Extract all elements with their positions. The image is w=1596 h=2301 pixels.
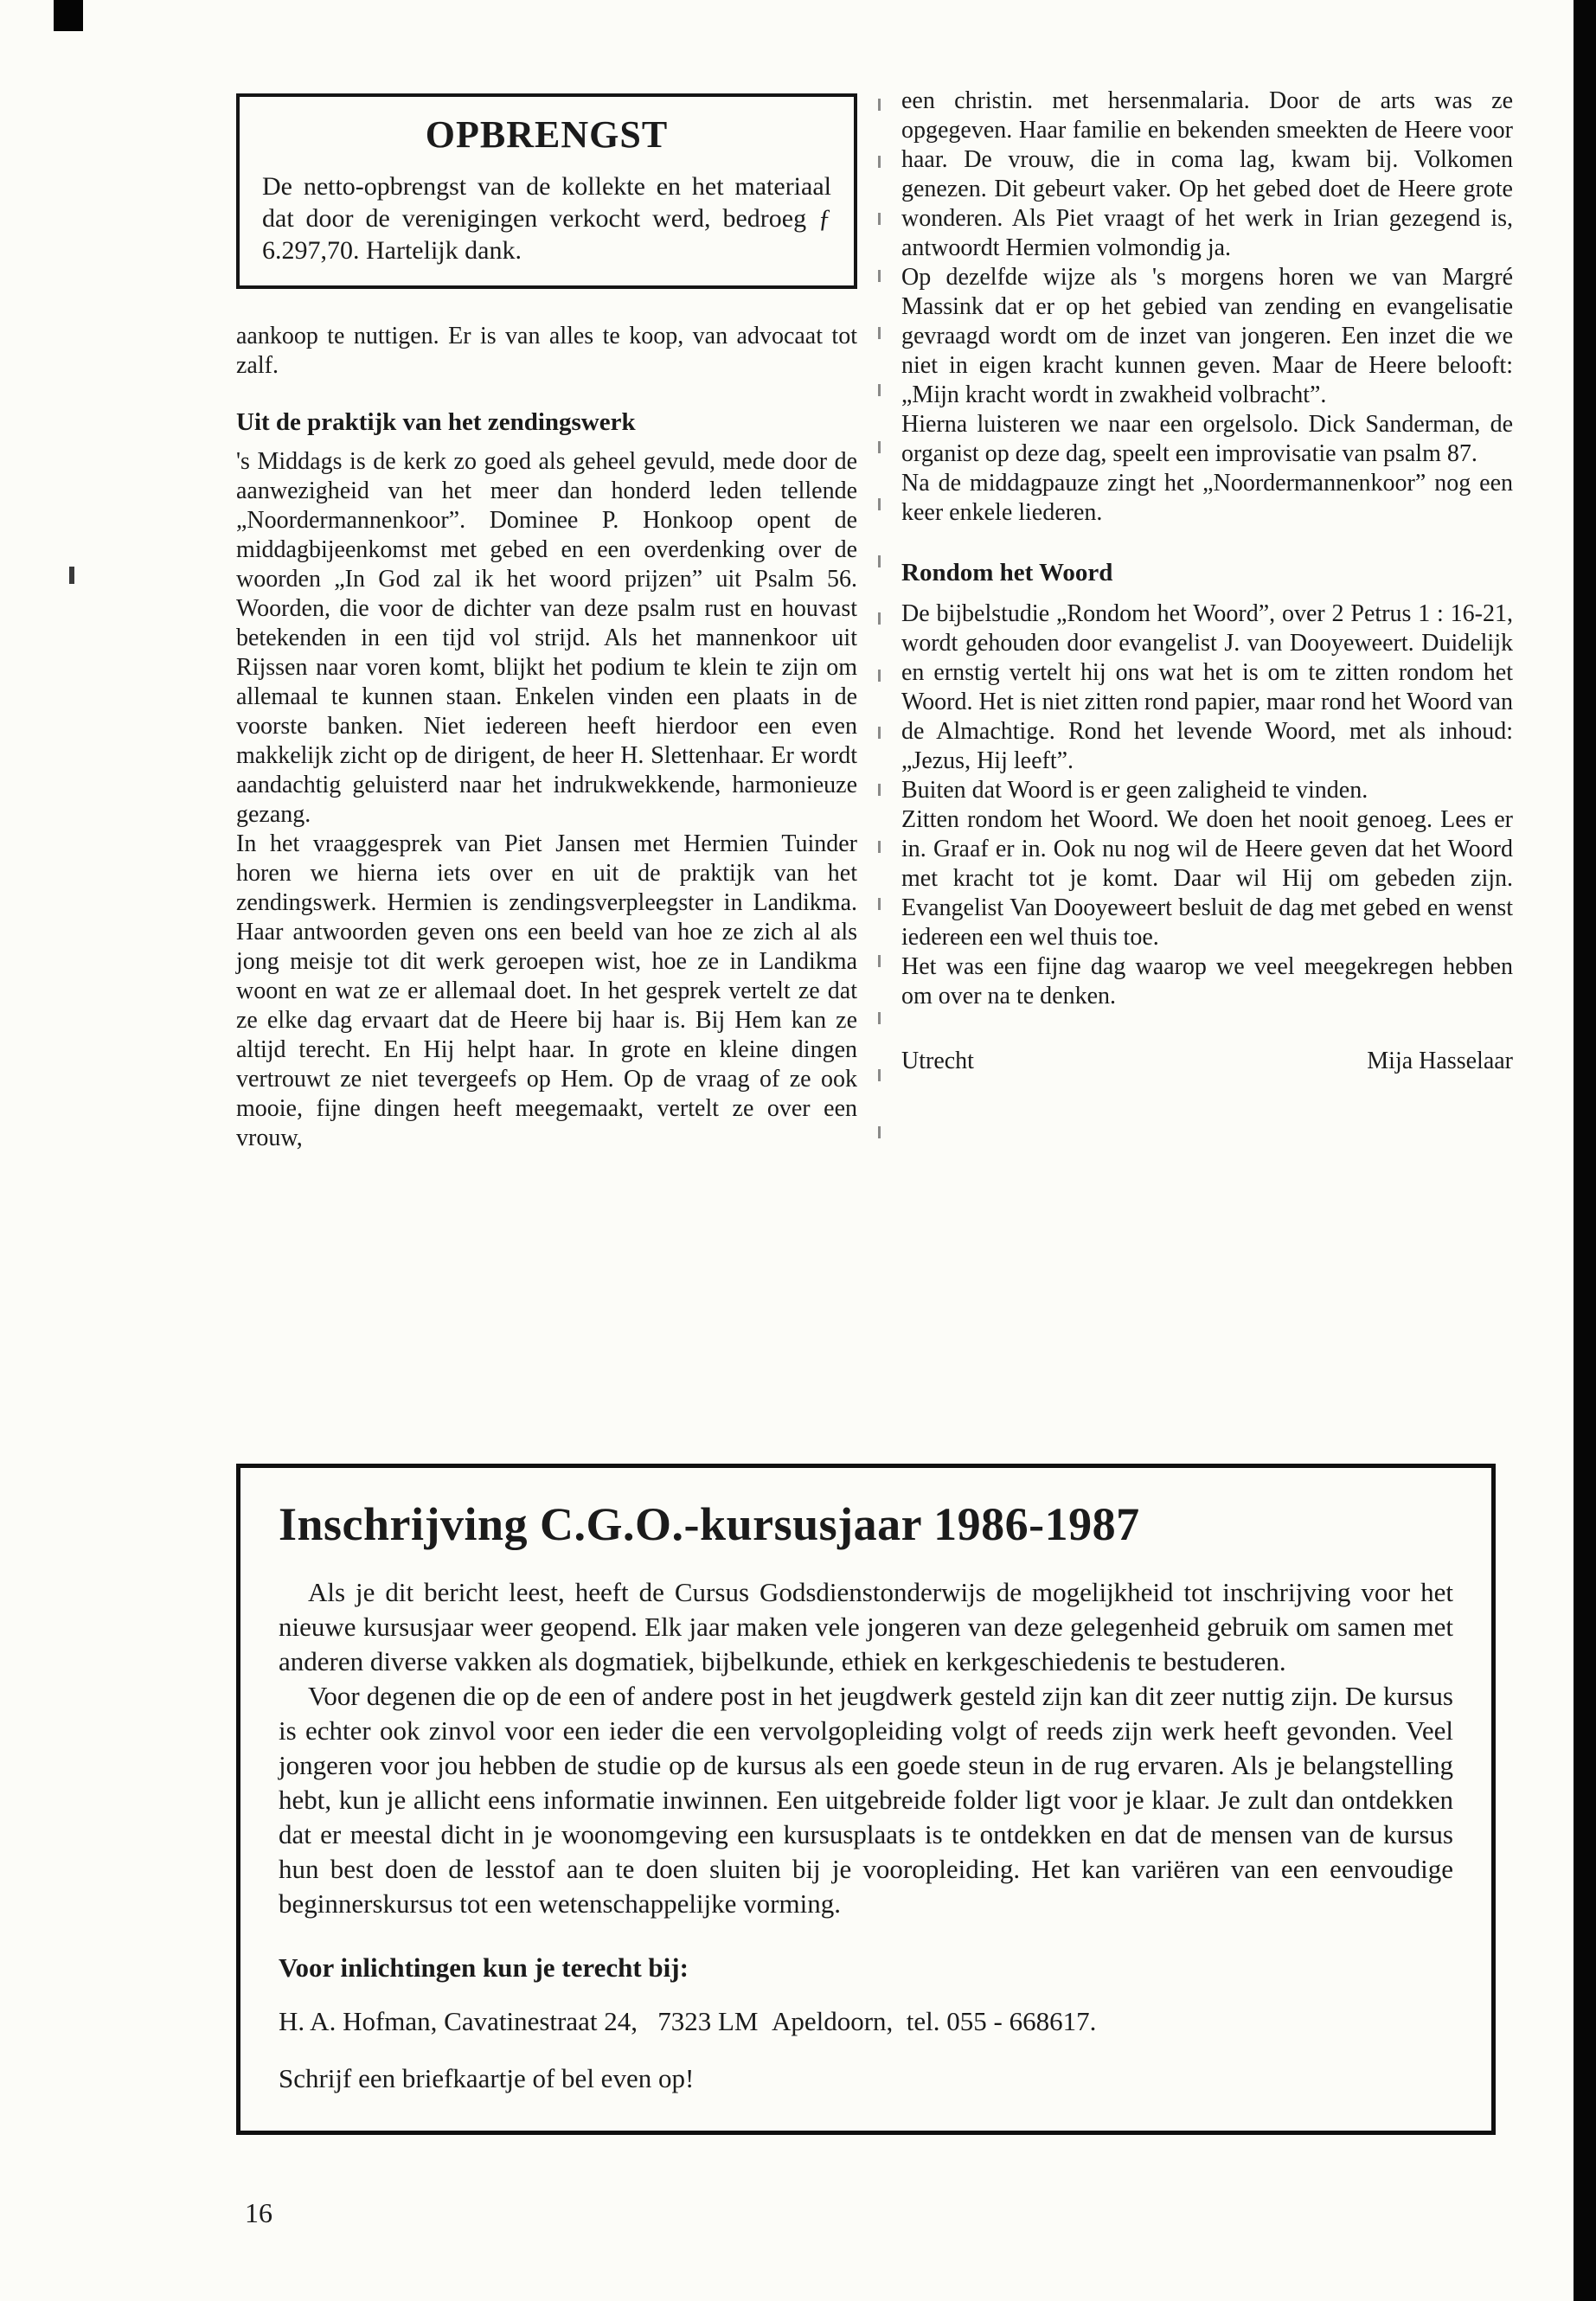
scan-artifact-speck <box>69 567 74 584</box>
paragraph: Als je dit bericht leest, heeft de Cursus Godsdienstonderwijs de mogelijkheid tot inschrijving voor het nieuwe kursusjaar weer geopend. Elk jaar maken vele jongeren van deze gelegenheid gebruik om samen met anderen diverse vakken als dogmatiek, bijbelkunde, ethiek en kerkgeschiedenis te bestuderen. <box>279 1577 1453 1676</box>
section-heading-rondom: Rondom het Woord <box>901 559 1113 586</box>
paragraph: 's Middags is de kerk zo goed als geheel gevuld, mede door de aanwezigheid van het meer dan honderd leden tellende „Noordermannenkoor”. Dominee P. Honkoop opent de middagbijeenkomst met gebed en een overdenking over de woorden „In God zal ik het woord prijzen” uit Psalm 56. Woorden, die voor de dichter van deze psalm rust en houvast betekenden in een tijd vol strijd. Als het mannenkoor uit Rijssen naar voren komt, blijkt het podium te klein te zijn om allemaal te kunnen staan. Enkelen vinden een plaats in de voorste banken. Niet iedereen heeft hierdoor een even makkelijk zicht op de dirigent, de heer H. Slettenhaar. Er wordt aandachtig geluisterd naar het indrukwekkende, harmonieuze gezang. <box>236 448 857 828</box>
opbrengst-box <box>236 93 857 289</box>
column-divider <box>878 99 881 1153</box>
section-heading-praktijk: Uit de praktijk van het zendingswerk <box>236 408 636 436</box>
contact-heading: Voor inlichtingen kun je terecht bij: <box>279 1952 689 1983</box>
paragraph: een christin. met hersenmalaria. Door de arts was ze opgegeven. Haar familie en bekenden smeekten de Heere voor haar. De vrouw, die in coma lag, kwam bij. Volkomen genezen. Dit gebeurt vaker. Op het gebed doet de Heere grote wonderen. Als Piet vraagt of het werk in Irian gezegend is, antwoordt Hermien volmondig ja. <box>901 87 1513 261</box>
paragraph-continuation: aankoop te nuttigen. Er is van alles te koop, van advocaat tot zalf. <box>236 323 857 379</box>
contact-line: H. A. Hofman, Cavatinestraat 24, 7323 LM Apeldoorn, tel. 055 - 668617. <box>279 2006 1097 2036</box>
paragraph: Na de middagpauze zingt het „Noordermannenkoor” nog een keer enkele liederen. <box>901 470 1513 526</box>
opbrengst-body: De netto-opbrengst van de kollekte en het materiaal dat door de verenigingen verkocht werd, bedroeg ƒ 6.297,70. Hartelijk dank. <box>262 172 831 265</box>
paragraph: In het vraaggesprek van Piet Jansen met Hermien Tuinder horen we hierna iets over en uit de praktijk van het zendingswerk. Hermien is zendingsverpleegster in Landikma. Haar antwoorden geven ons een beeld van hoe ze zich al als jong meisje tot dit werk geroepen wist, hoe ze in Landikma woont en wat ze er allemaal doet. In het gesprek vertelt ze dat ze elke dag ervaart dat de Heere bij haar is. Bij Hem kan ze altijd terecht. En Hij helpt haar. In grote en kleine dingen vertrouwt ze niet tevergeefs op Hem. Op de vraag of ze ook mooie, fijne dingen heeft meegemaakt, vertelt ze over een vrouw, <box>236 830 857 1151</box>
paragraph: Buiten dat Woord is er geen zaligheid te vinden. <box>901 777 1368 804</box>
two-column-layout <box>236 87 1513 1153</box>
left-column <box>236 87 857 1153</box>
signoff-line <box>901 1048 1513 1075</box>
paragraph: Op dezelfde wijze als 's morgens horen we van Margré Massink dat er op het gebied van zending en evangelisatie gevraagd wordt om de inzet van jongeren. Een inzet die we niet in eigen kracht kunnen geven. Maar de Heere belooft: „Mijn kracht wordt in zwakheid volbracht”. <box>901 264 1513 408</box>
opbrengst-title: OPBRENGST <box>425 113 669 156</box>
inschrijving-box <box>236 1464 1496 2135</box>
inschrijving-title: Inschrijving C.G.O.-kursusjaar 1986-1987 <box>279 1498 1140 1550</box>
signoff-place: Utrecht <box>901 1048 974 1074</box>
paragraph: Hierna luisteren we naar een orgelsolo. Dick Sanderman, de organist op deze dag, speelt een improvisatie van psalm 87. <box>901 411 1513 467</box>
paragraph: De bijbelstudie „Rondom het Woord”, over 2 Petrus 1 : 16-21, wordt gehouden door evangelist J. van Dooyeweert. Duidelijk en ernstig vertelt hij ons wat het is om te zitten rondom het Woord. Het is niet zitten rond papier, maar rond het Woord van de Almachtige. Rond het levende Woord, met als inhoud: „Jezus, Hij leeft”. <box>901 600 1513 774</box>
page-number: 16 <box>245 2197 272 2228</box>
scan-artifact-top-left <box>54 0 83 31</box>
contact-note: Schrijf een briefkaartje of bel even op! <box>279 2063 695 2093</box>
signoff-author: Mija Hasselaar <box>1367 1048 1513 1074</box>
paragraph: Voor degenen die op de een of andere post in het jeugdwerk gesteld zijn kan dit zeer nuttig zijn. De kursus is echter ook zinvol voor een ieder die een vervolgopleiding volgt of reeds zijn werk heeft gevonden. Veel jongeren voor jou hebben de studie op de kursus als een goede steun in de rug ervaren. Als je belangstelling hebt, kun je allicht eens informatie inwinnen. Een uitgebreide folder ligt voor je klaar. Je zult dan ontdekken dat er meestal dicht in je woonomgeving een kursusplaats is te ontdekken en dat de mensen van de kursus hun best doen de lesstof aan te doen sluiten bij je vooropleiding. Het kan variëren van een eenvoudige beginnerskursus tot een wetenschappelijke vorming. <box>279 1681 1453 1919</box>
paragraph: Zitten rondom het Woord. We doen het nooit genoeg. Lees er in. Graaf er in. Ook nu nog wil de Heere geven dat het Woord met kracht tot je komt. Daar wil Hij om gebeden zijn. Evangelist Van Dooyeweert besluit de dag met gebed en wenst iedereen een wel thuis toe. <box>901 806 1513 951</box>
right-column <box>901 87 1513 1153</box>
scan-artifact-right-bar <box>1574 0 1596 2301</box>
paragraph: Het was een fijne dag waarop we veel meegekregen hebben om over na te denken. <box>901 953 1513 1009</box>
